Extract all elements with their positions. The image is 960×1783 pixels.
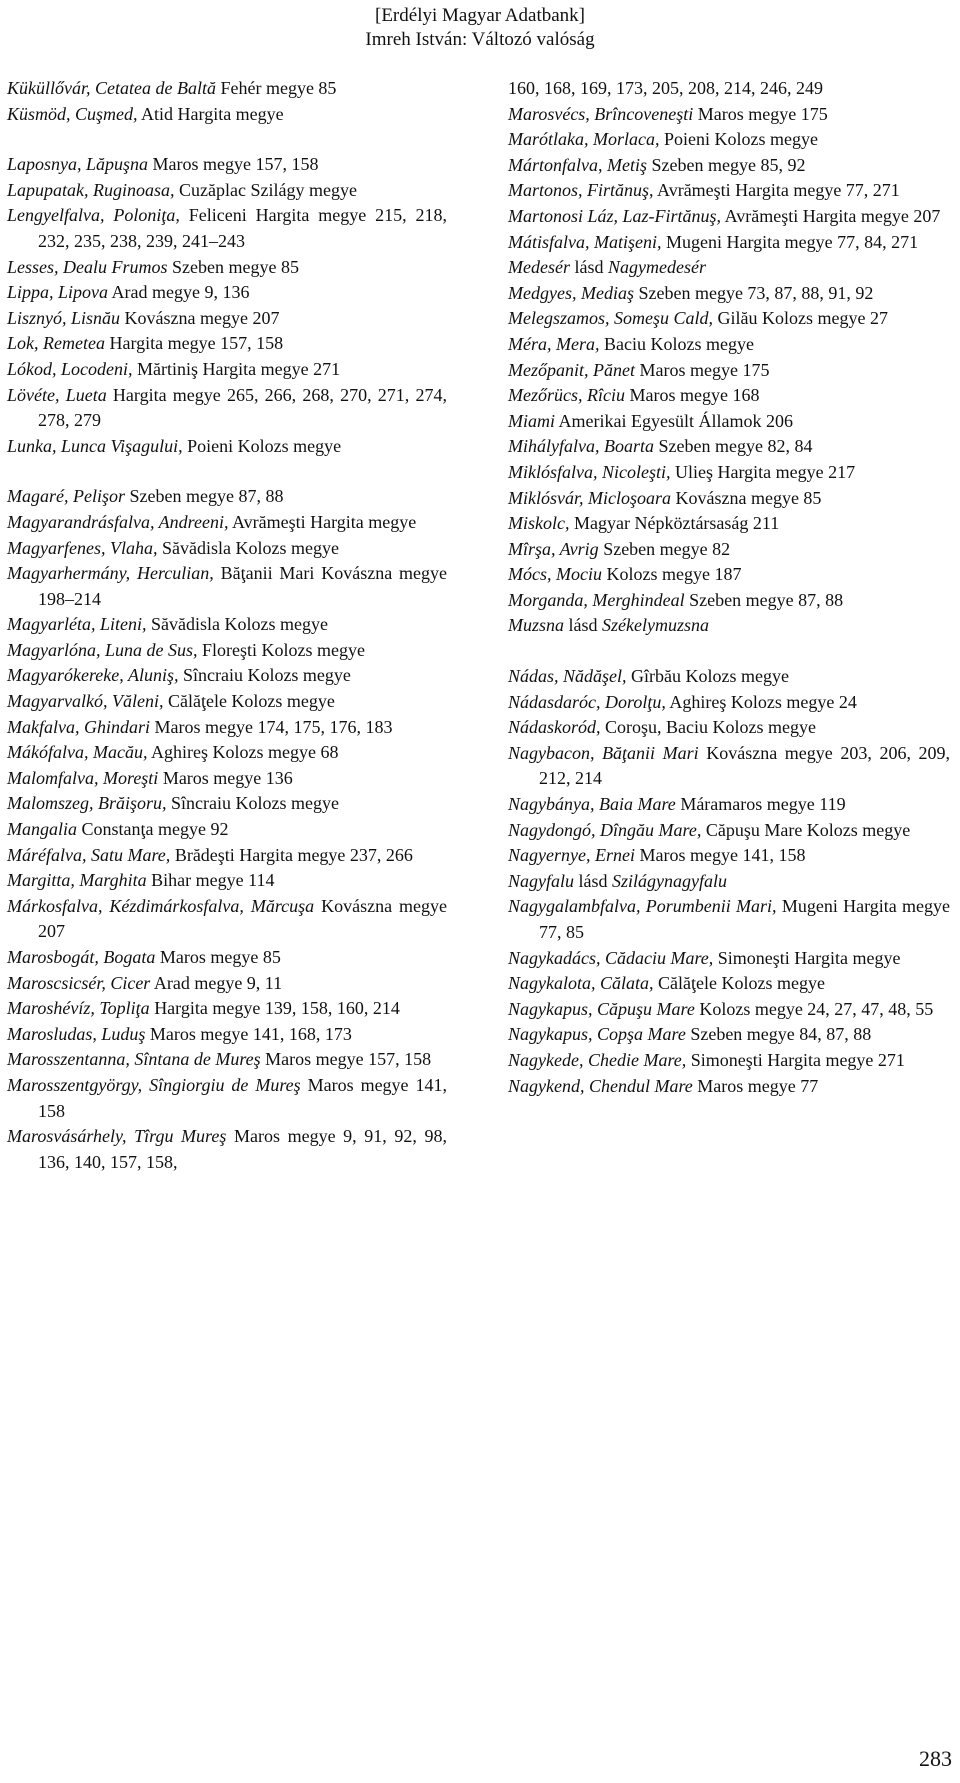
place-name: Maroscsicsér, Cicer bbox=[7, 972, 151, 993]
place-name: Magyarókereke, Aluniş, bbox=[7, 665, 179, 686]
entry-detail: Săvădisla Kolozs megye bbox=[161, 537, 339, 558]
entry-detail: Maros megye 175 bbox=[639, 359, 770, 380]
place-name: Martonosi Láz, Laz-Firtănuş, bbox=[508, 205, 722, 226]
place-name: Nagydongó, Dîngău Mare, bbox=[508, 819, 702, 840]
entry-detail: Gilău Kolozs megye 27 bbox=[717, 308, 888, 329]
page-number: 283 bbox=[919, 1746, 952, 1771]
index-entry bbox=[508, 741, 950, 792]
place-name: Magyarandrásfalva, Andreeni, bbox=[7, 511, 229, 532]
entry-detail: Magyar Népköztársaság 211 bbox=[573, 513, 780, 534]
place-name: Lesses, Dealu Frumos bbox=[7, 256, 168, 277]
place-name: Magyarléta, Liteni, bbox=[7, 614, 147, 635]
index-entry bbox=[7, 203, 447, 254]
index-entry bbox=[7, 1073, 447, 1124]
entry-detail: Simoneşti Hargita megye 271 bbox=[690, 1049, 905, 1070]
entry-detail: Avrămeşti Hargita megye 77, 271 bbox=[657, 180, 900, 201]
place-name: Magaré, Pelişor bbox=[7, 486, 125, 507]
entry-detail: Maros megye 175 bbox=[697, 103, 828, 124]
index-entry bbox=[508, 588, 950, 614]
index-entry bbox=[508, 230, 950, 256]
place-name: Nagykede, Chedie Mare, bbox=[508, 1049, 687, 1070]
place-name: Marosvásárhely, Tîrgu Mureş bbox=[7, 1126, 227, 1147]
place-name: Medesér bbox=[508, 257, 570, 278]
index-entry bbox=[7, 663, 447, 689]
index-entry bbox=[7, 894, 447, 945]
place-name: Miskolc, bbox=[508, 513, 570, 534]
place-name: Margitta, Marghita bbox=[7, 870, 147, 891]
index-entry bbox=[508, 76, 950, 102]
index-entry bbox=[508, 306, 950, 332]
entry-detail: Mugeni Hargita megye 77, 84, 271 bbox=[665, 231, 919, 252]
entry-detail: Maros megye 157, 158 bbox=[265, 1049, 432, 1070]
place-name: Miami bbox=[508, 410, 555, 431]
place-name: Marosvécs, Brîncoveneşti bbox=[508, 103, 694, 124]
entry-detail: Ulieş Hargita megye 217 bbox=[674, 461, 856, 482]
entry-detail: Călăţele Kolozs megye bbox=[658, 973, 825, 994]
place-name: Nagykalota, Călata, bbox=[508, 973, 654, 994]
index-entry bbox=[508, 1074, 950, 1100]
place-name: Nádaskoród, bbox=[508, 717, 601, 738]
entry-detail: Mugeni Hargita megye 77, 85 bbox=[539, 896, 951, 942]
entry-detail: Avrămeşti Hargita megye bbox=[232, 511, 417, 532]
place-name: Mócs, Mociu bbox=[508, 564, 602, 585]
index-entry bbox=[7, 484, 447, 510]
entry-detail: Băţanii Mari Kovászna megye 198–214 bbox=[38, 563, 448, 609]
entry-detail: Maros megye 136 bbox=[162, 767, 293, 788]
index-entry bbox=[508, 946, 950, 972]
index-entry bbox=[508, 869, 950, 895]
entry-detail: Poieni Kolozs megye bbox=[187, 435, 342, 456]
entry-detail: Szeben megye 82 bbox=[603, 538, 731, 559]
entry-detail: Atid Hargita megye bbox=[141, 103, 284, 124]
entry-detail: Mărtiniş Hargita megye 271 bbox=[137, 358, 341, 379]
place-name: Mihályfalva, Boarta bbox=[508, 436, 654, 457]
place-name: Marosludas, Luduş bbox=[7, 1023, 146, 1044]
index-entry bbox=[508, 409, 950, 435]
entry-detail: lásd bbox=[574, 257, 604, 278]
place-name: Nagykend, Chendul Mare bbox=[508, 1075, 693, 1096]
index-entry bbox=[7, 715, 447, 741]
entry-detail: Poieni Kolozs megye bbox=[663, 129, 818, 150]
place-name: Lengyelfalva, Poloniţa, bbox=[7, 205, 180, 226]
entry-detail: Coroşu, Baciu Kolozs megye bbox=[605, 717, 816, 738]
page-header bbox=[0, 4, 960, 52]
index-entry bbox=[508, 178, 950, 204]
entry-detail: Maros megye 141, 158 bbox=[38, 1074, 447, 1121]
index-entry bbox=[508, 127, 950, 153]
index-entry bbox=[7, 357, 447, 383]
index-entry bbox=[7, 434, 447, 460]
entry-detail: Cuzăplac Szilágy megye bbox=[179, 179, 357, 200]
place-name: Nagybacon, Băţanii Mari bbox=[508, 742, 699, 763]
index-entry bbox=[508, 332, 950, 358]
index-entry bbox=[7, 996, 447, 1022]
place-name: Nagykadács, Cădaciu Mare, bbox=[508, 947, 714, 968]
entry-detail: Sîncraiu Kolozs megye bbox=[171, 793, 339, 814]
place-name: Küküllővár, Cetatea de Baltă bbox=[7, 78, 216, 98]
index-entry bbox=[508, 613, 950, 639]
place-name: Marosszentgyörgy, Sîngiorgiu de Mureş bbox=[7, 1074, 301, 1095]
entry-detail: Szeben megye 87, 88 bbox=[129, 486, 284, 507]
entry-detail: Fehér megye 85 bbox=[220, 78, 337, 98]
cross-reference: Szilágynagyfalu bbox=[612, 870, 727, 891]
place-name: Nádas, Nădăşel, bbox=[508, 666, 627, 687]
entry-detail: Hargita megye 157, 158 bbox=[109, 333, 284, 354]
place-name: Magyarvalkó, Văleni, bbox=[7, 691, 164, 712]
place-name: Küsmöd, Cuşmed, bbox=[7, 103, 138, 124]
index-entry bbox=[508, 486, 950, 512]
index-entry bbox=[508, 255, 950, 281]
index-entry bbox=[7, 510, 447, 536]
index-entry bbox=[7, 945, 447, 971]
entry-detail: Szeben megye 85 bbox=[172, 256, 299, 277]
index-entry bbox=[508, 1048, 950, 1074]
entry-detail: Gîrbău Kolozs megye bbox=[631, 666, 789, 687]
entry-detail: Hargita megye 139, 158, 160, 214 bbox=[154, 998, 400, 1019]
index-entry bbox=[7, 1124, 447, 1175]
place-name: Mezőrücs, Rîciu bbox=[508, 385, 625, 406]
header-source: [Erdélyi Magyar Adatbank] bbox=[375, 5, 585, 26]
index-entry bbox=[508, 1022, 950, 1048]
entry-detail: Maros megye 77 bbox=[697, 1075, 819, 1096]
index-entry bbox=[7, 255, 447, 281]
place-name: Máréfalva, Satu Mare, bbox=[7, 844, 171, 865]
index-entry bbox=[7, 306, 447, 332]
index-entry bbox=[508, 690, 950, 716]
index-column-left bbox=[7, 76, 447, 1175]
place-name: Malomszeg, Brăişoru, bbox=[7, 793, 167, 814]
entry-detail: Simoneşti Hargita megye bbox=[717, 947, 901, 968]
entry-detail: Feliceni Hargita megye 215, 218, 232, 235, 238, 239, 241–243 bbox=[38, 205, 448, 251]
index-entry bbox=[508, 971, 950, 997]
entry-detail: Szeben megye 82, 84 bbox=[658, 436, 813, 457]
index-entry bbox=[7, 383, 447, 434]
cross-reference: Nagymedesér bbox=[607, 257, 706, 278]
place-name: Lisznyó, Lisnău bbox=[7, 307, 121, 328]
entry-detail: Szeben megye 85, 92 bbox=[651, 154, 806, 175]
index-entry bbox=[7, 971, 447, 997]
index-entry bbox=[7, 638, 447, 664]
entry-detail: Maros megye 174, 175, 176, 183 bbox=[154, 716, 393, 737]
place-name: Nagyfalu bbox=[508, 870, 574, 891]
place-name: Martonos, Firtănuş, bbox=[508, 180, 654, 201]
index-entry bbox=[7, 76, 447, 102]
index-entry bbox=[7, 536, 447, 562]
place-name: Mátisfalva, Matişeni, bbox=[508, 231, 662, 252]
index-entry bbox=[508, 562, 950, 588]
entry-detail: Baciu Kolozs megye bbox=[603, 333, 754, 354]
place-name: Nagykapus, Copşa Mare bbox=[508, 1024, 686, 1045]
place-name: Laposnya, Lăpuşna bbox=[7, 154, 149, 175]
place-name: Miklósfalva, Nicoleşti, bbox=[508, 461, 671, 482]
entry-detail: Kovászna megye 207 bbox=[124, 307, 280, 328]
place-name: Nagyernye, Ernei bbox=[508, 845, 635, 866]
place-name: Miklósvár, Micloşoara bbox=[508, 487, 671, 508]
index-column-right bbox=[508, 76, 950, 1099]
index-entry bbox=[7, 766, 447, 792]
header-book-title: Imreh István: Változó valóság bbox=[365, 29, 595, 50]
place-name: Malomfalva, Moreşti bbox=[7, 767, 159, 788]
entry-detail: Szeben megye 73, 87, 88, 91, 92 bbox=[638, 282, 874, 303]
place-name: Magyarlóna, Luna de Sus, bbox=[7, 639, 198, 660]
place-name: Marosszentanna, Sîntana de Mureş bbox=[7, 1049, 261, 1070]
entry-detail: Aghireş Kolozs megye 68 bbox=[150, 742, 339, 763]
place-name: Nagykapus, Căpuşu Mare bbox=[508, 998, 695, 1019]
entry-detail: Maros megye 157, 158 bbox=[152, 154, 319, 175]
entry-detail: Maros megye 85 bbox=[159, 947, 281, 967]
index-entry bbox=[7, 280, 447, 306]
place-name: Melegszamos, Someşu Cald, bbox=[508, 308, 713, 329]
place-name: Méra, Mera, bbox=[508, 333, 600, 354]
place-name: Nádasdaróc, Dorolţu, bbox=[508, 691, 666, 712]
index-entry bbox=[508, 102, 950, 128]
entry-detail: Szeben megye 84, 87, 88 bbox=[690, 1024, 872, 1045]
index-entry bbox=[508, 792, 950, 818]
entry-detail: Maros megye 9, 91, 92, 98, 136, 140, 157, 158, bbox=[38, 1126, 447, 1172]
place-name: Nagygalambfalva, Porumbenii Mari, bbox=[508, 896, 777, 917]
entry-detail: Călăţele Kolozs megye bbox=[167, 691, 335, 712]
index-entry bbox=[508, 818, 950, 844]
index-entry bbox=[7, 868, 447, 894]
index-entry bbox=[7, 152, 447, 178]
entry-detail: Maros megye 141, 158 bbox=[639, 845, 806, 866]
place-name: Magyarhermány, Herculian, bbox=[7, 563, 214, 584]
index-entry bbox=[7, 178, 447, 204]
place-name: Lunka, Lunca Vişagului, bbox=[7, 435, 183, 456]
entry-detail: Hargita megye 265, 266, 268, 270, 271, 274, 278, 279 bbox=[38, 384, 448, 431]
index-entry bbox=[508, 537, 950, 563]
index-entry bbox=[508, 894, 950, 945]
place-name: Muzsna bbox=[508, 615, 565, 636]
index-entry bbox=[7, 1022, 447, 1048]
place-name: Lok, Remetea bbox=[7, 333, 105, 354]
entry-detail: Căpuşu Mare Kolozs megye bbox=[705, 819, 911, 840]
index-entry bbox=[508, 153, 950, 179]
index-entry bbox=[7, 1047, 447, 1073]
entry-detail: lásd bbox=[578, 870, 608, 891]
entry-detail: Kovászna megye 203, 206, 209, 212, 214 bbox=[539, 742, 951, 789]
entry-detail: Aghireş Kolozs megye 24 bbox=[669, 691, 857, 712]
index-entry bbox=[7, 740, 447, 766]
entry-detail: 160, 168, 169, 173, 205, 208, 214, 246, 249 bbox=[508, 78, 823, 98]
entry-detail: Máramaros megye 119 bbox=[680, 794, 846, 815]
index-entry bbox=[7, 102, 447, 128]
place-name: Makfalva, Ghindari bbox=[7, 716, 150, 737]
place-name: Mangalia bbox=[7, 819, 77, 840]
entry-detail: Bihar megye 114 bbox=[151, 870, 275, 891]
entry-detail: lásd bbox=[568, 615, 598, 636]
index-entry bbox=[508, 843, 950, 869]
entry-detail: Amerikai Egyesült Államok 206 bbox=[558, 410, 793, 431]
index-entry bbox=[508, 460, 950, 486]
entry-detail: Maros megye 168 bbox=[629, 385, 760, 406]
index-entry bbox=[508, 204, 950, 230]
entry-detail: Maros megye 141, 168, 173 bbox=[149, 1023, 352, 1044]
entry-detail: Floreşti Kolozs megye bbox=[202, 639, 365, 660]
index-entry bbox=[508, 511, 950, 537]
entry-detail: Kovászna megye 207 bbox=[38, 895, 447, 942]
place-name: Mákófalva, Macău, bbox=[7, 742, 148, 763]
place-name: Maroshévíz, Topliţa bbox=[7, 998, 150, 1019]
index-entry bbox=[508, 358, 950, 384]
place-name: Lókod, Locodeni, bbox=[7, 358, 133, 379]
index-entry bbox=[7, 689, 447, 715]
index-entry bbox=[7, 843, 447, 869]
place-name: Mîrşa, Avrig bbox=[508, 538, 599, 559]
place-name: Mezőpanit, Pănet bbox=[508, 359, 635, 380]
place-name: Lövéte, Lueta bbox=[7, 384, 107, 405]
place-name: Márkosfalva, Kézdimárkosfalva, Mărcuşa bbox=[7, 895, 315, 916]
index-entry bbox=[7, 612, 447, 638]
index-entry bbox=[508, 434, 950, 460]
place-name: Medgyes, Mediaş bbox=[508, 282, 634, 303]
entry-detail: Arad megye 9, 136 bbox=[111, 282, 250, 303]
entry-detail: Avrămeşti Hargita megye 207 bbox=[724, 205, 941, 226]
place-name: Mártonfalva, Metiş bbox=[508, 154, 647, 175]
index-entry bbox=[508, 383, 950, 409]
index-entry bbox=[508, 715, 950, 741]
place-name: Magyarfenes, Vlaha, bbox=[7, 537, 158, 558]
entry-detail: Brădeşti Hargita megye 237, 266 bbox=[174, 844, 413, 865]
index-entry bbox=[508, 664, 950, 690]
index-entry bbox=[508, 281, 950, 307]
index-entry bbox=[7, 791, 447, 817]
cross-reference: Székelymuzsna bbox=[602, 615, 709, 636]
entry-detail: Kolozs megye 187 bbox=[606, 564, 742, 585]
entry-detail: Kolozs megye 24, 27, 47, 48, 55 bbox=[699, 998, 934, 1019]
place-name: Marosbogát, Bogata bbox=[7, 947, 156, 967]
index-entry bbox=[7, 331, 447, 357]
index-entry bbox=[7, 817, 447, 843]
place-name: Morganda, Merghindeal bbox=[508, 589, 685, 610]
place-name: Lippa, Lipova bbox=[7, 282, 109, 303]
entry-detail: Kovászna megye 85 bbox=[675, 487, 822, 508]
entry-detail: Săvădisla Kolozs megye bbox=[150, 614, 328, 635]
entry-detail: Constanţa megye 92 bbox=[81, 819, 229, 840]
place-name: Nagybánya, Baia Mare bbox=[508, 794, 676, 815]
entry-detail: Sîncraiu Kolozs megye bbox=[182, 665, 351, 686]
place-name: Lapupatak, Ruginoasa, bbox=[7, 179, 175, 200]
index-entry bbox=[7, 561, 447, 612]
index-entry bbox=[508, 997, 950, 1023]
entry-detail: Arad megye 9, 11 bbox=[153, 972, 283, 993]
entry-detail: Szeben megye 87, 88 bbox=[689, 589, 844, 610]
place-name: Marótlaka, Morlaca, bbox=[508, 129, 660, 150]
